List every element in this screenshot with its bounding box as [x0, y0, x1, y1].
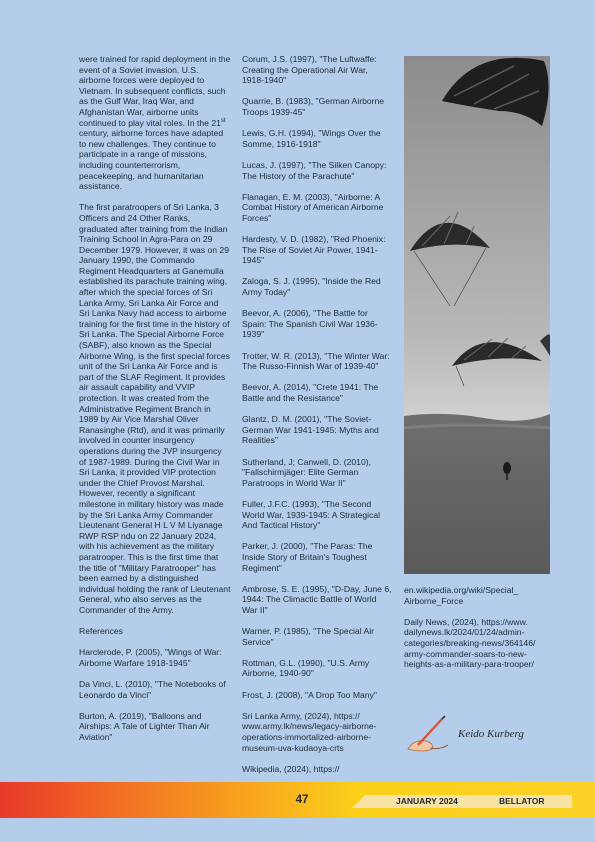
reference-item: Warner, P. (1985), "The Special Air Service": [242, 626, 375, 647]
page-number: 47: [295, 794, 309, 806]
author-name: Keido Kurberg: [458, 728, 524, 740]
reference-item: Daily News, (2024), https://www. dailynews.lk/2024/01/24/admin- categories/breaking-news/364146/ army-commander-soars-to-new- heights-as-a-military-para-trooper/: [404, 616, 536, 670]
reference-item: Corum, J.S. (1997), "The Luftwaffe: Creating the Operational Air War, 1918-1940": [242, 54, 377, 86]
reference-item: Zaloga, S. J. (1995), "Inside the Red Army Today": [242, 276, 381, 298]
references-list-col2: [242, 54, 392, 774]
parachutes-photo: [404, 56, 550, 574]
reference-item: Flanagan, E. M. (2003), "Airborne: A Combat History of American Airborne Forces": [242, 191, 384, 223]
references-list-col3: [404, 585, 554, 670]
quill-pen-icon: [404, 715, 456, 755]
references-heading: References: [79, 626, 123, 637]
magazine-name: BELLATOR: [499, 796, 545, 806]
reference-item: Beevor, A. (2014), "Crete 1941: The Battle and the Resistance": [242, 382, 379, 403]
article-paragraph: were trained for rapid deployment in the event of a Soviet invasion. U.S. airborne forces were deployed to Vietnam. In subsequent conflicts, such as the Gulf War, Iraq War, and Afghanistan War, airborne units continued to play vital roles. In the 21st century, airborne forces have adapted to new challenges. They continue to participate in a range of missions, including counterterrorism, peacekeeping, and humanitarian assistance.: [79, 54, 231, 192]
reference-item: Da Vinci, L. (2010), "The Notebooks of Leonardo da Vinci": [79, 679, 226, 700]
reference-item: Wikipedia, (2024), https://: [242, 763, 340, 774]
reference-item: Quarrie, B. (1983), "German Airborne Troops 1939-45": [242, 96, 385, 117]
reference-item: Burton, A. (2019), "Balloons and Airships: A Tale of Lighter Than Air Aviation": [79, 710, 210, 742]
author-signature: [404, 715, 564, 755]
issue-date: JANUARY 2024: [396, 796, 458, 806]
reference-item: Parker, J. (2000), "The Paras: The Inside Story of Britain's Toughest Regiment": [242, 541, 373, 573]
references-list-col1: [79, 647, 231, 742]
reference-item: Beevor, A. (2006), "The Battle for Spain: The Spanish Civil War 1936-1939": [242, 308, 378, 340]
reference-item: en.wikipedia.org/wiki/Special_ Airborne_Force: [404, 585, 519, 606]
reference-item: Sri Lanka Army, (2024), https:// www.army.lk/news/legacy-airborne- operations-immortalized-airborne- museum-uva-kudaoya-crts: [242, 710, 377, 753]
reference-item: Lewis, G.H. (1994), "Wings Over the Somme, 1916-1918": [242, 128, 381, 149]
reference-item: Harclerode, P. (2005), "Wings of War: Airborne Warfare 1918-1945": [79, 647, 222, 668]
article-column-3: [404, 585, 554, 680]
reference-item: Frost, J. (2008), "A Drop Too Many": [242, 689, 377, 700]
article-paragraph: The first paratroopers of Sri Lanka, 3 Officers and 24 Other Ranks, graduated after training from the Indian Training School in Agra-Para on 29 December 1979. However, it was on 29 January 1990, the Commando Regiment Headquarters at Ganemulla established its parachute training wing, after which the special forces of Sri Lanka Army, Sri Lanka Air Force and Sri Lanka Navy had access to airborne training for the first time in the history of Sri Lanka. The Special Airborne Force (SABF), also known as the Special Airborne Wing, is the first special forces unit of the Sri Lanka Air Force and is part of the SLAF Regiment. It provides air assault capability and VVIP protection. It was created from the Administrative Regiment Branch in 1989 by Air Vice Marshal Oliver Ranasinghe (Rtd), and it was primarily involved in counter insurgency operations during the JVP insurgency of 1987-1989. During the Civil War in Sri Lanka, it provided VIP protection under the Chief Provost Marshal. However, recently a significant milestone in military history was made by the Sri Lanka Army Commander Lieutenant General H L V M Liyanage RWP RSP ndu on 22 January 2024, with his achievement as the military paratrooper. This is the first time that the title of "Military Paratrooper" has been earned by a distinguished individual holding the rank of Lieutenant General, who also serves as the Commander of the Army.: [79, 202, 231, 615]
reference-item: Trotter, W. R. (2013), "The Winter War: The Russo-Finnish War of 1939-40": [242, 350, 390, 372]
reference-item: Rottman, G.L. (1990), "U.S. Army Airborne, 1940-90": [242, 657, 370, 679]
reference-item: Lucas, J. (1997), "The Silken Canopy: The History of the Parachute": [242, 159, 387, 181]
reference-item: Hardesty, V. D. (1982), "Red Phoenix: The Rise of Soviet Air Power, 1941-1945": [242, 234, 386, 266]
article-column-2: [242, 54, 392, 785]
reference-item: Ambrose, S. E. (1995), "D-Day, June 6, 1944: The Climactic Battle of World War II": [242, 583, 392, 615]
reference-item: Fuller, J.F.C. (1993), "The Second World War, 1939-1945: A Strategical And Tactical History": [242, 498, 381, 531]
reference-item: Glantz, D. M. (2001), "The Soviet-German War 1941-1945: Myths and Realities": [242, 414, 379, 446]
article-column-1: [79, 54, 231, 753]
reference-item: Sutherland, J; Canwell, D. (2010), "Fallschirmjäger: Elite German Paratroops in World War II": [242, 456, 371, 488]
